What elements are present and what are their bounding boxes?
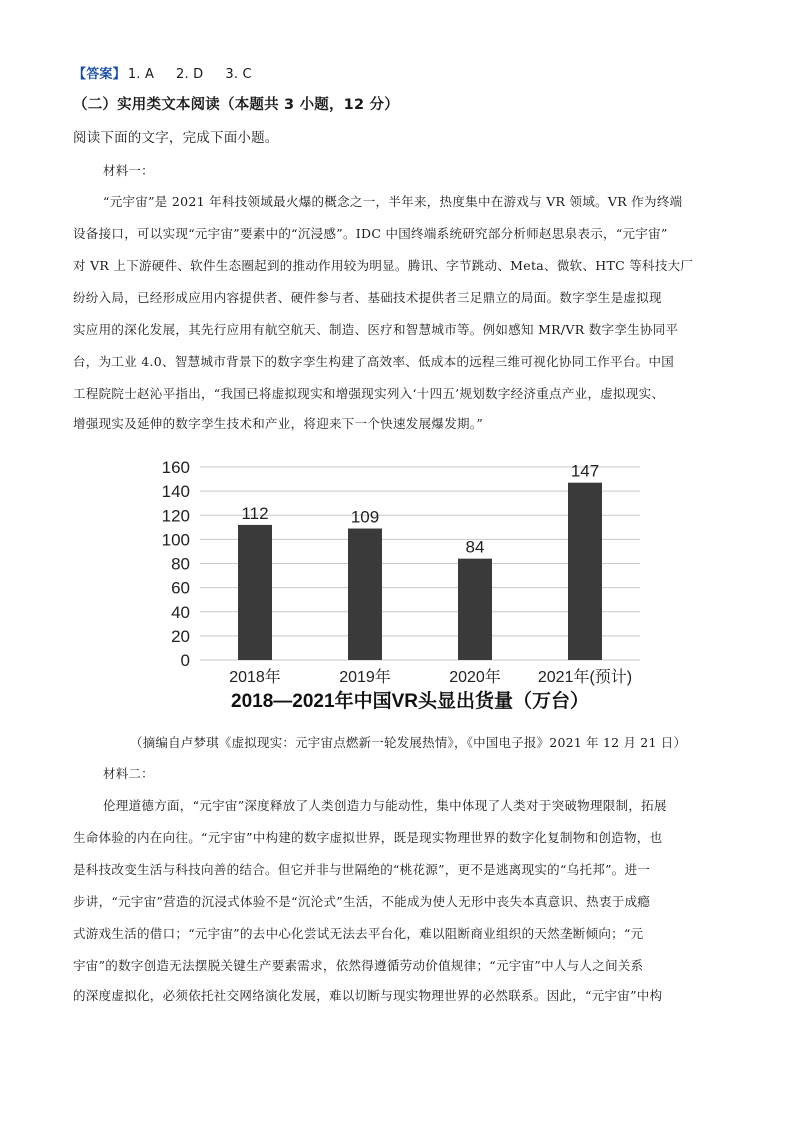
- data-label: 147: [570, 461, 600, 481]
- chart-caption: （摘编自卢梦琪《虚拟现实：元宇宙点燃新一轮发展热情》，《中国电子报》2021 年 12 月 21 日）: [130, 735, 687, 750]
- instruction-text: 阅读下面的文字，完成下面小题。: [73, 130, 279, 146]
- material1-line: 台，为工业 4.0、智慧城市背景下的数字孪生构建了高效率、低成本的远程三维可视化协同工作平台。中国: [73, 354, 675, 369]
- material2-line: 式游戏生活的借口；“元宇宙”的去中心化尝试无法去平台化，难以阻断商业组织的天然垄断倾向；“元: [73, 926, 644, 941]
- x-category-label: 2019年: [339, 669, 391, 686]
- material2-line: 宇宙”的数字创造无法摆脱关键生产要素需求，依然得遵循劳动价值规律；“元宇宙”中人与人之间关系: [73, 958, 644, 973]
- material2-label: 材料二：: [103, 766, 154, 781]
- section-title: （二）实用类文本阅读（本题共 3 小题，12 分）: [73, 97, 399, 113]
- bar-chart-svg: [150, 455, 670, 690]
- y-tick-label: 100: [161, 530, 190, 550]
- y-tick-label: 80: [171, 554, 190, 574]
- answer-tag: 【答案】: [73, 67, 126, 82]
- bar: [238, 525, 272, 660]
- answer-item-1: 1. A: [127, 67, 155, 82]
- material1-line: 纷纷入局，已经形成应用内容提供者、硬件参与者、基础技术提供者三足鼎立的局面。数字孪生是虚拟现: [73, 290, 662, 305]
- y-tick-label: 0: [180, 651, 190, 670]
- x-category-label: 2018年: [229, 669, 281, 686]
- material1-line: 设备接口，可以实现“元宇宙”要素中的“沉浸感”。IDC 中国终端系统研究部分析师赵思泉表示，“元宇宙”: [73, 226, 668, 241]
- answer-item-2: 2. D: [176, 67, 204, 82]
- chart-title: 2018—2021年中国VR头显出货量（万台）: [231, 691, 589, 712]
- bar: [348, 529, 382, 660]
- material2-line: 伦理道德方面，“元宇宙”深度释放了人类创造力与能动性，集中体现了人类对于突破物理限制，拓展: [103, 798, 667, 813]
- data-label: 112: [241, 503, 269, 523]
- material2-line: 是科技改变生活与科技向善的结合。但它并非与世隔绝的“桃花源”，更不是逃离现实的“乌托邦”。进一: [73, 862, 651, 877]
- bar: [568, 483, 602, 660]
- y-tick-label: 60: [171, 578, 190, 598]
- material1-label: 材料一：: [103, 163, 154, 178]
- data-label: 109: [350, 507, 380, 527]
- y-tick-label: 40: [171, 602, 190, 622]
- material2-line: 步讲，“元宇宙”营造的沉浸式体验不是“沉沦式”生活，不能成为使人无形中丧失本真意识、热衷于成瘾: [73, 894, 651, 909]
- material1-line: 工程院院士赵沁平指出，“我国已将虚拟现实和增强现实列入‘十四五’规划数字经济重点产业，虚拟现实、: [73, 386, 665, 401]
- material1-line: “元宇宙”是 2021 年科技领域最火爆的概念之一，半年来，热度集中在游戏与 VR 领域。VR 作为终端: [103, 194, 683, 209]
- y-tick-label: 20: [171, 626, 190, 646]
- bar: [458, 559, 492, 660]
- data-label: 84: [465, 537, 485, 557]
- material2-line: 的深度虚拟化，必须依托社交网络演化发展，难以切断与现实物理世界的必然联系。因此，“元宇宙”中构: [73, 988, 663, 1003]
- y-tick-label: 140: [161, 482, 190, 502]
- y-tick-label: 160: [161, 458, 190, 477]
- material1-line: 实应用的深化发展，其先行应用有航空航天、制造、医疗和智慧城市等。例如感知 MR/VR 数字孪生协同平: [73, 322, 679, 337]
- answer-line: [73, 66, 723, 84]
- x-category-label: 2020年: [449, 669, 501, 686]
- material1-line: 增强现实及延伸的数字孪生技术和产业，将迎来下一个快速发展爆发期。”: [73, 416, 484, 431]
- answer-item-3: 3. C: [225, 67, 252, 82]
- y-tick-label: 120: [161, 506, 190, 526]
- bar-chart: [150, 455, 670, 715]
- material1-line: 对 VR 上下游硬件、软件生态圈起到的推动作用较为明显。腾讯、字节跳动、Meta、微软、HTC 等科技大厂: [73, 258, 694, 273]
- material2-line: 生命体验的内在向往。“元宇宙”中构建的数字虚拟世界，既是现实物理世界的数字化复制物和创造物，也: [73, 830, 663, 845]
- x-category-label: 2021年(预计): [537, 669, 633, 686]
